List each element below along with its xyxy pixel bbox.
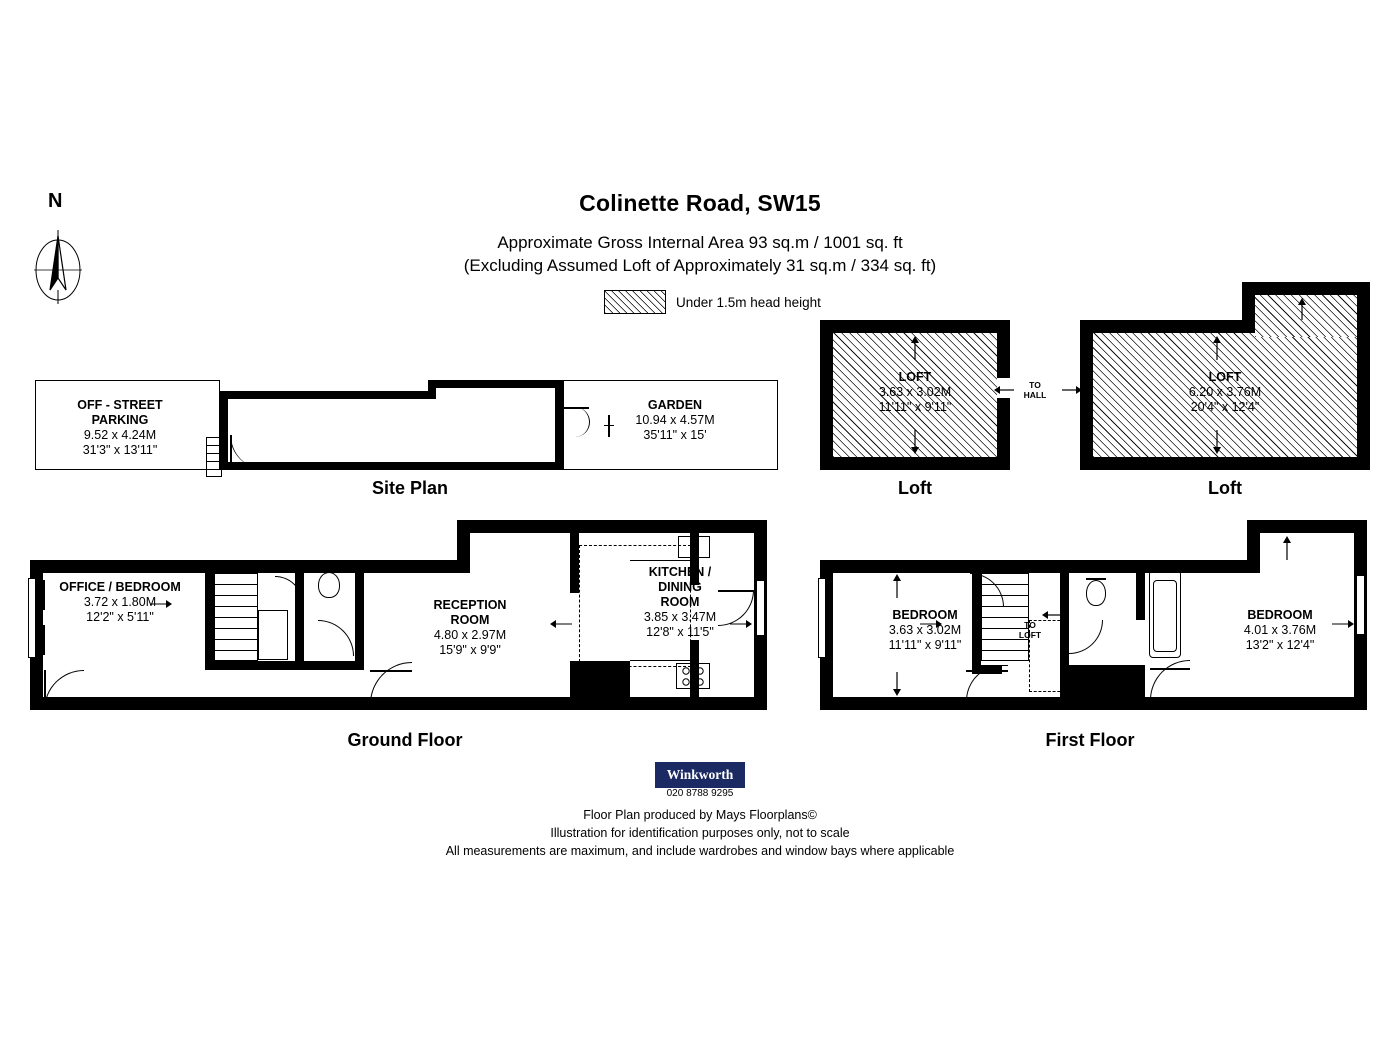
loft-left-title: Loft: [898, 478, 932, 498]
kitchen-name-line1: KITCHEN /: [648, 565, 712, 579]
loft-left-wall-top: [820, 320, 1010, 333]
loft-right-metric: 6.20 x 3.76M: [1188, 385, 1262, 399]
stair-tread: [206, 469, 222, 470]
door-leaf: [230, 435, 232, 469]
stair-tread: [206, 461, 222, 462]
wc-toilet: [318, 572, 340, 598]
site-wall-upper: [220, 391, 435, 399]
bedroom-left-imperial: 11'11" x 9'11": [888, 638, 962, 652]
gf-partition-2: [295, 560, 304, 670]
gf-partition-6: [570, 533, 579, 593]
legend-label: Under 1.5m head height: [676, 294, 821, 310]
legend-hatch-swatch: [604, 290, 666, 314]
garden-name: GARDEN: [647, 398, 703, 412]
loft-left-label: [825, 370, 1005, 415]
bedroom-right-metric: 4.01 x 3.76M: [1243, 623, 1317, 637]
office-bedroom-label: [35, 580, 205, 625]
gf-door-arc-4: [318, 620, 354, 656]
kitchen-counter-top: [630, 560, 690, 561]
gf-partition-3: [355, 560, 364, 670]
to-loft-line2: LOFT: [1018, 630, 1042, 640]
loft-right-title: Loft: [1208, 478, 1242, 498]
wc-cistern: [318, 570, 340, 572]
gf-door-arc-2: [370, 662, 412, 704]
bedroom-right-name: BEDROOM: [1247, 608, 1313, 622]
office-bedroom-imperial: 12'2" x 5'11": [86, 610, 154, 624]
door-leaf: [966, 670, 1008, 672]
bedroom-first-right-label: [1195, 608, 1365, 653]
door-leaf: [44, 670, 46, 710]
gf-wall-top-b: [457, 520, 767, 533]
ff-door-arc-4: [1150, 660, 1190, 700]
loft-left-imperial: 11'11" x 9'11": [878, 400, 952, 414]
parking-label: [30, 398, 210, 458]
loft-right-wall-top-b: [1242, 282, 1370, 295]
kitchen-name-line2: DINING: [658, 580, 702, 594]
ff-toilet: [1086, 580, 1106, 606]
garden-label: [590, 398, 760, 443]
first-floor-title: First Floor: [1045, 730, 1135, 750]
footer-line-1: Floor Plan produced by Mays Floorplans©: [583, 808, 817, 822]
kitchen-label: [615, 565, 745, 640]
loft-right-wall-top-a: [1080, 320, 1255, 333]
to-hall-line1: TO: [1029, 380, 1041, 390]
stair-tread: [214, 606, 258, 607]
to-loft-annotation: [1008, 620, 1052, 640]
footer-line-3: All measurements are maximum, and include wardrobes and window bays where applicable: [445, 844, 955, 858]
ff-wall-top-a: [820, 560, 1260, 573]
wc-cistern: [1086, 578, 1106, 580]
compass-north-icon: [20, 190, 100, 310]
footer-line-2: Illustration for identification purposes only, not to scale: [550, 826, 850, 840]
stair-tread: [214, 584, 258, 585]
stair-tread: [214, 650, 258, 651]
site-wall-upper2: [428, 380, 563, 388]
loft-area-text: (Excluding Assumed Loft of Approximately 31 sq.m / 334 sq. ft): [463, 256, 937, 275]
bedroom-left-name: BEDROOM: [892, 608, 958, 622]
kitchen-imperial: 12'8" x 11'5": [646, 625, 714, 639]
loft-right-wall-left: [1080, 320, 1093, 470]
winkworth-logo: Winkworth: [655, 762, 745, 788]
parking-imperial: 31'3" x 13'11": [82, 443, 158, 457]
ground-floor-title: Ground Floor: [347, 730, 463, 750]
to-hall-line2: HALL: [1023, 390, 1047, 400]
reception-name-line1: RECEPTION: [433, 598, 507, 612]
stair-tread: [214, 628, 258, 629]
loft-right-wall-right: [1357, 282, 1370, 470]
bedroom-first-left-label: [845, 608, 1005, 653]
stair-tread: [214, 639, 258, 640]
parking-name-line2: PARKING: [91, 413, 149, 427]
stair-tread: [214, 595, 258, 596]
sink-divider: [694, 536, 695, 558]
garden-imperial: 35'11" x 15': [643, 428, 707, 442]
gf-hall-cupboard: [258, 610, 288, 660]
ff-wall-bottom: [820, 697, 1367, 710]
loft-left-name: LOFT: [898, 370, 932, 384]
gf-partition-1: [205, 560, 214, 670]
site-plan-title: Site Plan: [371, 478, 449, 498]
ff-wall-top-b: [1247, 520, 1367, 533]
to-hall-annotation: [1013, 380, 1057, 400]
parking-name-line1: OFF - STREET: [77, 398, 163, 412]
loft-right-imperial: 20'4" x 12'4": [1190, 400, 1260, 414]
gross-internal-area-text: Approximate Gross Internal Area 93 sq.m / 1001 sq. ft: [497, 233, 903, 252]
loft-right-wall-bottom: [1080, 457, 1370, 470]
parking-metric: 9.52 x 4.24M: [83, 428, 157, 442]
loft-right-label: [1110, 370, 1340, 415]
bedroom-right-imperial: 13'2" x 12'4": [1245, 638, 1315, 652]
kitchen-counter-bottom: [630, 660, 690, 661]
to-loft-line1: TO: [1024, 620, 1036, 630]
door-leaf: [563, 407, 589, 409]
stair-tread: [214, 617, 258, 618]
legend: [604, 290, 821, 314]
loft-right-name: LOFT: [1208, 370, 1242, 384]
page-title: Colinette Road, SW15: [579, 190, 821, 216]
kitchen-metric: 3.85 x 3.47M: [643, 610, 717, 624]
kitchen-name-line3: ROOM: [660, 595, 700, 609]
door-leaf: [370, 670, 412, 672]
window-front-2: [43, 625, 45, 655]
reception-imperial: 15'9" x 9'9": [439, 643, 501, 657]
ff-partition-4: [1136, 560, 1145, 620]
ff-door-arc-3: [1069, 620, 1103, 654]
office-bedroom-metric: 3.72 x 1.80M: [83, 595, 157, 609]
reception-metric: 4.80 x 2.97M: [433, 628, 507, 642]
ff-bay-window: [818, 578, 826, 658]
gf-partition-4: [205, 661, 364, 670]
compass-north-label: N: [48, 190, 63, 212]
loft-left-wall-bottom: [820, 457, 1010, 470]
door-leaf: [1150, 668, 1190, 670]
garden-metric: 10.94 x 4.57M: [635, 413, 715, 427]
gf-wall-top-a: [30, 560, 470, 573]
rear-french-doors: [756, 580, 765, 636]
bedroom-left-metric: 3.63 x 3.02M: [888, 623, 962, 637]
site-rear-door-arc: [560, 407, 590, 437]
reception-label: [390, 598, 550, 658]
office-bedroom-name: OFFICE / BEDROOM: [59, 580, 181, 594]
ff-bath-inner: [1153, 580, 1177, 652]
site-wall-bottom: [220, 462, 563, 470]
reception-name-line2: ROOM: [450, 613, 490, 627]
loft-left-metric: 3.63 x 3.02M: [878, 385, 952, 399]
gf-door-arc-1: [44, 670, 84, 710]
agent-phone: 020 8788 9295: [666, 788, 734, 799]
site-inner-line: [340, 391, 400, 393]
ff-partition-5: [1069, 665, 1145, 697]
